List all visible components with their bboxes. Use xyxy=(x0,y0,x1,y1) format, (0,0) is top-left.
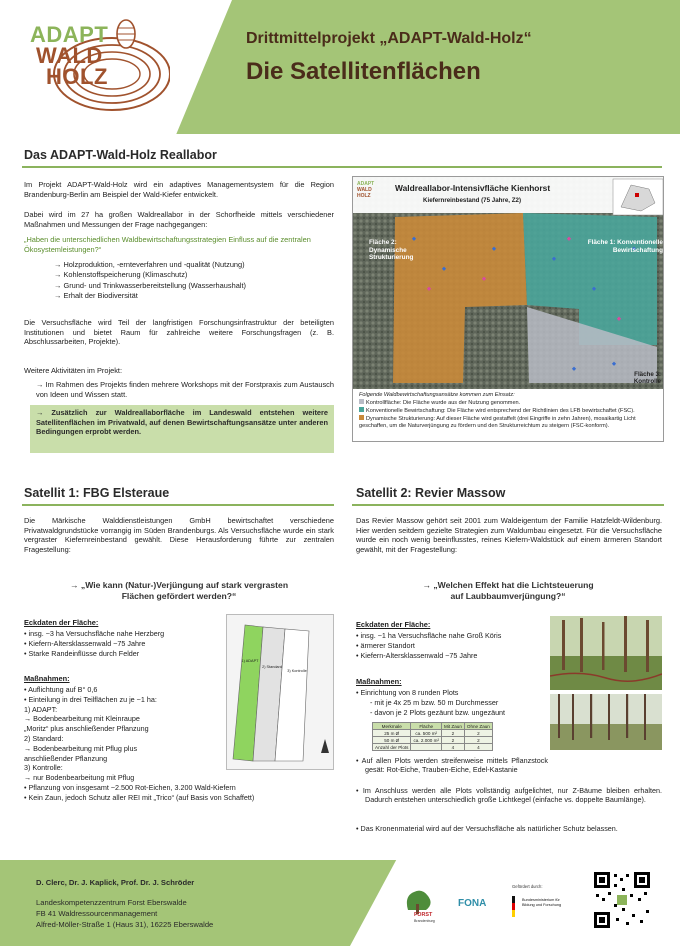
list-item: • Kiefern-Altersklassenwald ~75 Jahre xyxy=(24,638,146,648)
kienhorst-map xyxy=(352,176,664,442)
map-logo-holz: HOLZ xyxy=(357,193,371,199)
map-legend xyxy=(353,389,664,442)
list-item: • Pflanzung von insgesamt ~2.500 Rot-Eichen, 3.200 Wald-Kiefern xyxy=(24,782,236,792)
north-arrow-icon xyxy=(321,739,329,753)
logo-holz: HOLZ xyxy=(46,64,108,89)
logo-wald: WALD xyxy=(36,43,103,68)
sat2-thinning: • Im Anschluss werden alle Plots vollständig aufgelichtet, nur Z-Bäume bleiben erhalten. Dadurch entstehen unterschiedlich große Lichtkegel (einfache vs. doppelte Baumlänge). xyxy=(356,786,662,805)
forst-subtext: Brandenburg xyxy=(414,919,435,923)
map-logo xyxy=(357,181,374,199)
ecosystem-list xyxy=(54,260,246,302)
bmbf-text: Bundesministerium für Bildung und Forschung xyxy=(522,898,562,907)
sat1-measures-title: Maßnahmen: xyxy=(24,674,70,683)
table-cell: 2 xyxy=(442,730,465,737)
legend-intro: Folgende Waldbewirtschaftungsansätze kommen zum Einsatz: xyxy=(359,392,515,398)
list-item: → Erhalt der Biodiversität xyxy=(54,291,138,301)
sat2-question-line2: auf Laubbaumverjüngung?“ xyxy=(450,591,566,601)
map-title: Waldreallabor-Intensivfläche Kienhorst xyxy=(395,183,551,193)
section-divider xyxy=(22,166,662,168)
table-row xyxy=(373,730,493,737)
list-item: • Kein Zaun, jedoch Schutz aller REI mit „Trico“ (auf Basis von Schaffett) xyxy=(24,792,255,802)
sat1-title: Satellit 1: FBG Elsteraue xyxy=(24,486,170,500)
list-item: → Holzproduktion, -ernteverfahren und -qualität (Nutzung) xyxy=(54,260,245,269)
table-cell: 2 xyxy=(464,737,492,744)
table-cell: Anzahl der Plots xyxy=(373,744,411,751)
logo-wordmark xyxy=(30,24,108,87)
qr-code[interactable] xyxy=(592,870,652,930)
adapt-logo xyxy=(30,16,170,116)
swatch-control xyxy=(359,399,364,404)
reallabor-intro: Im Projekt ADAPT-Wald-Holz wird ein adaptives Managementsystem für die Region Brandenburg-Berlin am Beispiel der Wald-Kiefer entwickelt. xyxy=(24,180,334,199)
plot-label: 1) ADAPT xyxy=(241,659,259,663)
address: Alfred-Möller-Straße 1 (Haus 31), 16225 Eberswalde xyxy=(36,920,214,929)
section-divider xyxy=(22,504,334,506)
list-item: • Auflichtung auf B° 0,6 xyxy=(24,685,98,694)
table-cell: 4 xyxy=(442,744,465,751)
list-item: 3) Kontrolle: xyxy=(24,763,63,773)
reallabor-infrastructure: Die Versuchsfläche wird Teil der langfristigen Forschungsinfrastruktur der beteiligten Institutionen und bietet Raum für zahlreiche weitere Forschungsfragen (z. B. Abschlussarbeiten, Projekte). xyxy=(24,318,334,347)
list-item: • insg. ~3 ha Versuchsfläche nahe Herzberg xyxy=(24,629,165,638)
area2-label: Fläche 2: Dynamische Strukturierung xyxy=(369,239,414,262)
sat2-photo-2 xyxy=(550,694,662,750)
list-item: → nur Bodenbearbeitung mit Pflug xyxy=(24,773,135,783)
fona-logo: FONA xyxy=(458,898,487,909)
org-line-1: Landeskompetenzzentrum Forst Eberswalde xyxy=(36,898,187,907)
sat2-photo-1 xyxy=(550,616,662,690)
sat1-question xyxy=(24,580,334,602)
forst-text: FORST xyxy=(414,912,433,918)
table-cell: ca. 500 m² xyxy=(411,730,442,737)
legend-conventional: Konventionelle Bewirtschaftung: Die Fläche wird entsprechend der Richtlinien des LFB bewirtschaftet (FSC). xyxy=(366,408,635,414)
list-item: → Bodenbearbeitung mit Kleinraupe xyxy=(24,714,140,724)
sat1-intro: Die Märkische Walddienstleistungen GmbH bewirtschaftet verschiedene Privatwaldgrundstücke vorrangig im Süden Brandenburgs. Als Versuchsfläche wurde ein stark vergraster Kiefernreinbestand gewählt. Diese Herausforderung führte zur zentralen Fragestellung: xyxy=(24,516,334,554)
sat1-facts-title: Eckdaten der Fläche: xyxy=(24,618,99,627)
legend-item xyxy=(359,407,659,415)
table-header: Merkmale xyxy=(373,723,411,730)
map-logo-wald: WALD xyxy=(357,187,372,193)
table-cell: 50 m Ø xyxy=(373,737,411,744)
org-line-2: FB 41 Waldressourcenmanagement xyxy=(36,909,158,918)
bmbf-logo xyxy=(512,894,576,926)
list-item: „Moritz“ plus anschließender Pflanzung xyxy=(24,724,149,734)
table-header: Fläche xyxy=(411,723,442,730)
list-item: • Kiefern-Altersklassenwald ~75 Jahre xyxy=(356,650,478,660)
header xyxy=(0,0,680,134)
list-item: anschließender Pflanzung xyxy=(24,753,108,763)
plot-label: 2) Standard xyxy=(262,665,282,669)
sat1-facts xyxy=(24,629,164,658)
list-item: - mit je 4x 25 m bzw. 50 m Durchmesser xyxy=(370,697,499,707)
section-divider xyxy=(352,504,664,506)
table-row xyxy=(373,737,493,744)
legend-control: Kontrollfläche: Die Fläche wurde aus der Nutzung genommen. xyxy=(366,400,521,406)
sat1-question-line1: → „Wie kann (Natur-)Verjüngung auf stark vergrasten xyxy=(69,580,289,590)
list-item: → Kohlenstoffspeicherung (Klimaschutz) xyxy=(54,270,188,280)
area1-label: Fläche 1: Konventionelle Bewirtschaftung xyxy=(587,239,663,254)
table-cell xyxy=(411,744,442,751)
qr-code-icon xyxy=(592,870,652,930)
sat2-title: Satellit 2: Revier Massow xyxy=(356,486,506,500)
plot-label: 3) Kontrolle xyxy=(287,669,307,673)
project-title: Drittmittelprojekt „ADAPT-Wald-Holz“ xyxy=(246,30,532,47)
satellite-callout: → Zusätzlich zur Waldreallaborfläche im Landeswald entstehen weitere Satellitenflächen im Privatwald, auf denen Bewirtschaftungsansätze unter anderen Bedingungen erprobt werden. xyxy=(30,405,334,453)
table-header: Ohne Zaun xyxy=(464,723,492,730)
table-cell: ca. 2.000 m² xyxy=(411,737,442,744)
map-subtitle: Kiefernreinbestand (75 Jahre, Z2) xyxy=(423,197,521,204)
sat2-measures-a xyxy=(356,688,505,717)
list-item: • Einrichtung von 8 runden Plots xyxy=(356,688,459,697)
area3-label: Fläche 3: Kontrolle xyxy=(633,371,661,385)
swatch-conventional xyxy=(359,407,364,412)
list-item: • Starke Randeinflüsse durch Felder xyxy=(24,648,140,658)
legend-item xyxy=(359,415,659,430)
sat1-question-line2: Flächen gefördert werden?“ xyxy=(121,591,237,601)
sat2-crown-material: • Das Kronenmaterial wird auf der Versuchsfläche als natürlicher Schutz belassen. xyxy=(356,824,618,833)
reallabor-question: „Haben die unterschiedlichen Waldbewirtschaftungsstrategien Einfluss auf die zentralen Ökosystemleistungen?“ xyxy=(24,235,311,254)
list-item: - davon je 2 Plots gezäunt bzw. ungezäunt xyxy=(370,707,506,717)
page-title: Die Satellitenflächen xyxy=(246,58,481,85)
legend-item xyxy=(359,399,659,407)
forest-photo-drawing xyxy=(550,694,662,750)
swatch-dynamic xyxy=(359,415,364,420)
sat2-intro: Das Revier Massow gehört seit 2001 zum Waldeigentum der Familie Hatzfeldt-Wildenburg. Hier werden seitdem gezielte Strategien zum Waldumbau eingesetzt. Für die Versuchsfläche wurde ein noch wenig beeinflusstes, reines Kiefern-Waldstück auf einem ärmeren Standort gewählt, mit der Fragestellung: xyxy=(356,516,662,554)
activities-title: Weitere Aktivitäten im Projekt: xyxy=(24,366,123,375)
plot-table xyxy=(372,722,493,751)
list-item: 1) ADAPT: xyxy=(24,704,58,714)
forst-brandenburg-logo xyxy=(400,884,440,930)
table-cell: 2 xyxy=(464,730,492,737)
list-item: • Einteilung in drei Teilflächen zu je ~1 ha: xyxy=(24,694,157,704)
logo-adapt: ADAPT xyxy=(30,22,109,47)
sat2-question xyxy=(352,580,664,602)
sat2-measures-title: Maßnahmen: xyxy=(356,677,402,686)
sat2-facts xyxy=(356,631,501,660)
plot-layout-drawing xyxy=(227,615,334,770)
list-item: 2) Standard: xyxy=(24,733,64,743)
reallabor-question-lead: Dabei wird im 27 ha großen Waldreallabor in der Schorfheide mittels verschiedener Maßnahmen und Messungen der Frage nachgegangen: xyxy=(24,210,334,229)
table-cell: 25 m Ø xyxy=(373,730,411,737)
map-drawing xyxy=(353,177,664,389)
table-header-row xyxy=(373,723,493,730)
table-row xyxy=(373,744,493,751)
map-aerial-image xyxy=(353,177,664,389)
forest-photo-drawing xyxy=(550,616,662,690)
reallabor-title: Das ADAPT-Wald-Holz Reallabor xyxy=(24,148,217,162)
activities-text: → Im Rahmen des Projekts finden mehrere Workshops mit der Forstpraxis zum Austausch von Ideen und Wissen statt. xyxy=(36,380,334,399)
sat2-facts-title: Eckdaten der Fläche: xyxy=(356,620,431,629)
list-item: • ärmerer Standort xyxy=(356,640,415,650)
funded-by: Gefördert durch: xyxy=(512,884,543,889)
sat1-measures xyxy=(24,685,254,803)
list-item: → Grund- und Trinkwasserbereitstellung (Wasserhaushalt) xyxy=(54,280,246,290)
table-cell: 4 xyxy=(464,744,492,751)
sat1-plot-map xyxy=(226,614,334,770)
sat2-sowing: • Auf allen Plots werden streifenweise mittels Pflanzstock gesät: Rot-Eiche, Trauben-Eiche, Edel-Kastanie xyxy=(356,756,548,775)
map-logo-adapt: ADAPT xyxy=(357,181,375,187)
authors: D. Clerc, Dr. J. Kaplick, Prof. Dr. J. Schröder xyxy=(36,878,195,887)
sat2-question-line1: → „Welchen Effekt hat die Lichtsteuerung xyxy=(422,580,594,590)
table-cell: 2 xyxy=(442,737,465,744)
legend-dynamic: Dynamische Strukturierung: Auf dieser Fläche wird gestaffelt (drei Eingriffe in zehn Jahren), mosaikartig Licht geschaffen, um die Naturverjüngung zu fördern und den Strukturreichtum zu steigern (FSC-konform). xyxy=(359,416,636,429)
list-item: → Bodenbearbeitung mit Pflug plus xyxy=(24,743,138,753)
table-header: Mit Zaun xyxy=(442,723,465,730)
list-item: • insg. ~1 ha Versuchsfläche nahe Groß Köris xyxy=(356,631,502,640)
